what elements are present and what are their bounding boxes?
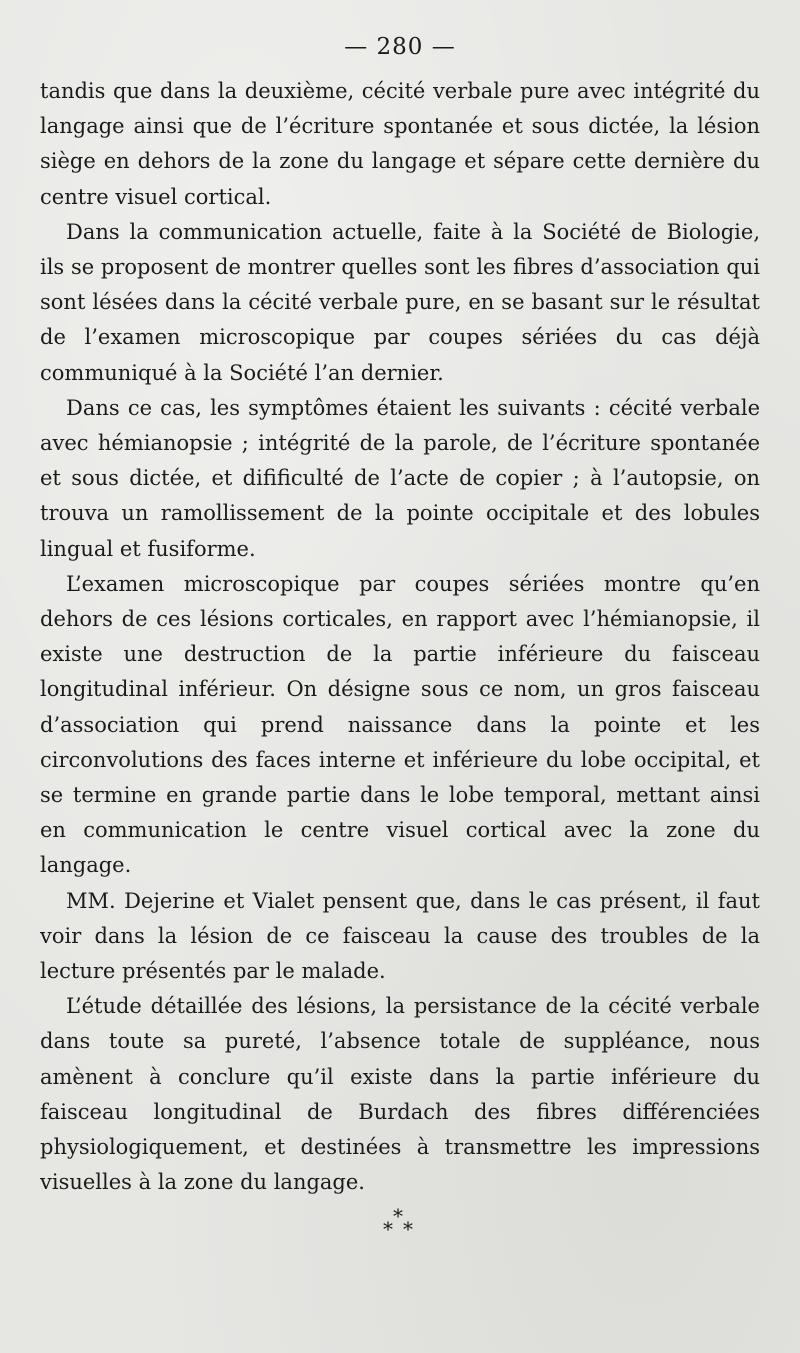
paragraph-symptoms: Dans ce cas, les symptômes étaient les suivants : cécité verbale avec hémianopsie ; intégrité de la parole, de l’écriture spontanée et sous dictée, et difificulté de l’acte de copier ; à l’autopsie, on trouva un ramollissement de la pointe occipitale et des lobules lingual et fusiforme. bbox=[40, 395, 760, 561]
paragraph-conclusion: L’étude détaillée des lésions, la persistance de la cécité verbale dans toute sa pureté, l’absence totale de suppléance, nous amènent à conclure qu’il existe dans la partie inférieure du faisceau longitudinal de Burdach des fibres différenciées physiologiquement, et destinées à transmettre les impressions visuelles à la zone du langage. bbox=[40, 994, 760, 1195]
paragraph-authors-opinion: MM. Dejerine et Vialet pensent que, dans le cas présent, il faut voir dans la lésion de ce faisceau la cause des troubles de la lecture présentés par le malade. bbox=[40, 888, 760, 984]
paragraph-examination: L’examen microscopique par coupes sériées montre qu’en dehors de ces lésions corticales, en rapport avec l’hémianopsie, il existe une destruction de la partie inférieure du faisceau longitudinal inférieur. On désigne sous ce nom, un gros faisceau d’association qui prend naissance dans la pointe et les circonvolutions des faces interne et inférieure du lobe occipital, et se termine en grande partie dans le lobe temporal, mettant ainsi en communication le centre visuel cortical avec la zone du langage. bbox=[40, 571, 760, 878]
body-text bbox=[40, 74, 760, 1201]
asterisk-icon: * bbox=[393, 1204, 403, 1228]
page-number: — 280 — bbox=[344, 34, 456, 60]
asterism-separator bbox=[380, 1206, 420, 1242]
paragraph-communication: Dans la communication actuelle, faite à la Société de Biologie, ils se proposent de montrer quelles sont les fibres d’association qui sont lésées dans la cécité verbale pure, en se basant sur le résultat de l’examen microscopique par coupes sériées du cas déjà communiqué à la Société l’an dernier. bbox=[40, 219, 760, 385]
paragraph-continuation: tandis que dans la deuxième, cécité verbale pure avec intégrité du langage ainsi que de l’écriture spontanée et sous dictée, la lésion siège en dehors de la zone du langage et sépare cette dernière du centre visuel cortical. bbox=[40, 79, 760, 209]
asterisk-icon: * bbox=[403, 1217, 413, 1241]
asterisk-icon: * bbox=[383, 1217, 393, 1241]
